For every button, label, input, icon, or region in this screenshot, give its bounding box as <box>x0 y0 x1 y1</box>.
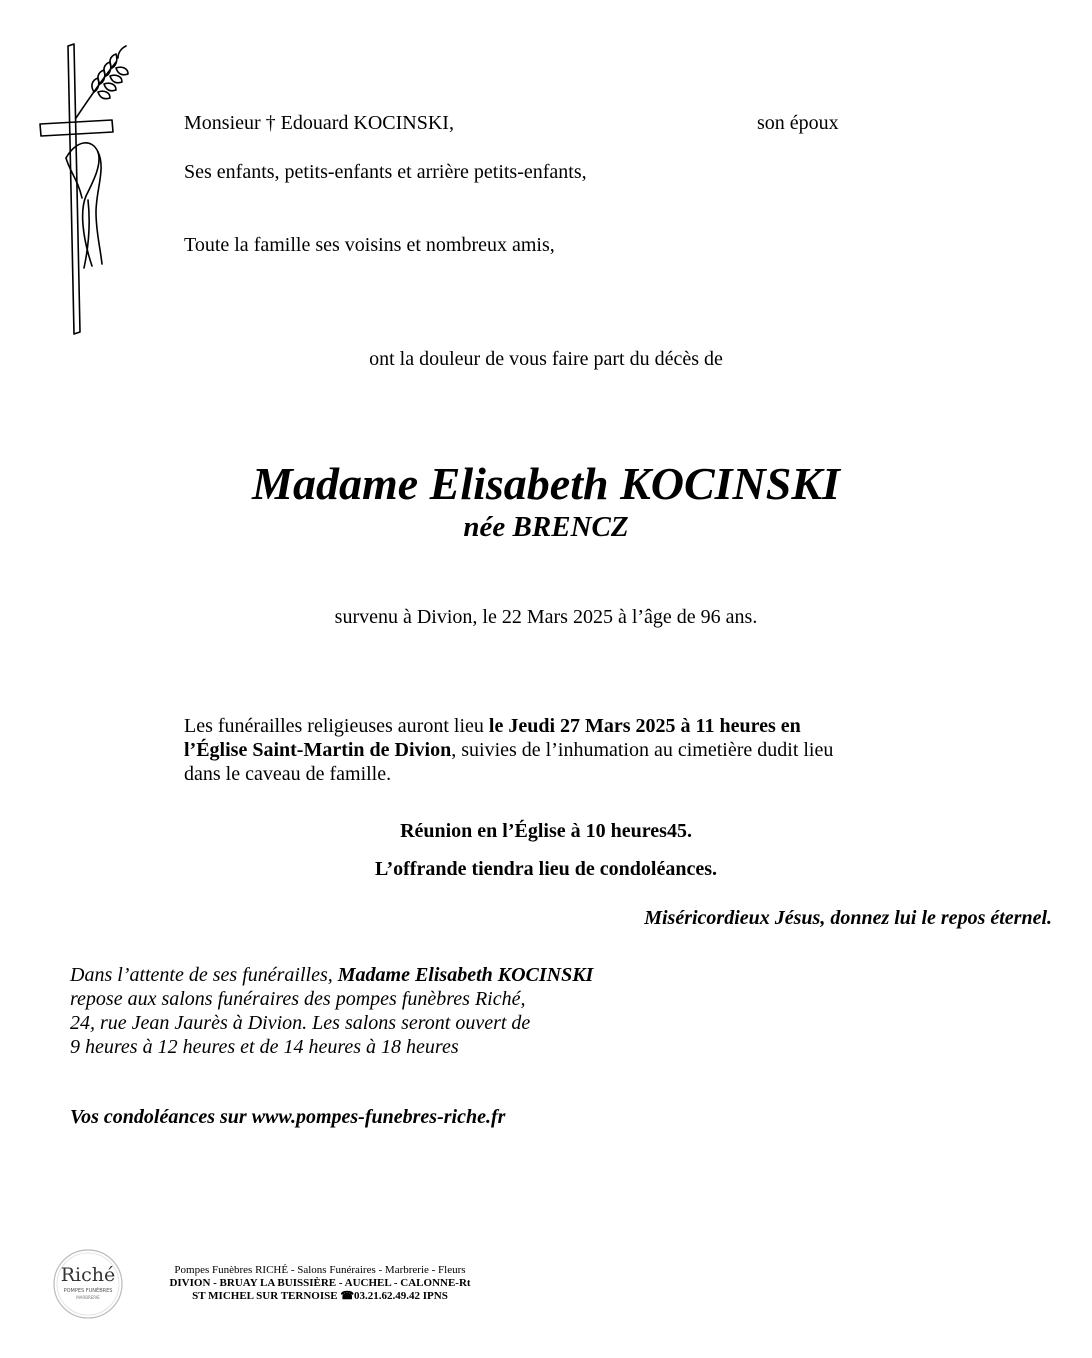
footer-location: ST MICHEL SUR TERNOISE <box>192 1290 338 1302</box>
viewing-name: Madame Elisabeth KOCINSKI <box>337 964 594 986</box>
condolences-link[interactable]: Vos condoléances sur www.pompes-funebres-riche.fr <box>70 1106 506 1128</box>
footer-line-1: Pompes Funèbres RICHÉ - Salons Funéraires - Marbrerie - Fleurs <box>174 1264 466 1276</box>
footer-phone: 03.21.62.49.42 IPNS <box>354 1290 448 1302</box>
footer-line-2: DIVION - BRUAY LA BUISSIÈRE - AUCHEL - CALONNE-Rt <box>169 1277 471 1289</box>
husband-line: Monsieur † Edouard KOCINSKI, <box>184 112 454 134</box>
footer-line-3 <box>140 1290 500 1303</box>
husband-relation: son époux <box>757 112 839 134</box>
viewing-line-2: repose aux salons funéraires des pompes funèbres Riché, <box>70 988 526 1010</box>
logo-name: Riché <box>60 1264 116 1286</box>
cross-wheat-icon <box>36 40 136 336</box>
funeral-intro: Les funérailles religieuses auront lieu <box>184 715 489 737</box>
funeral-paragraph <box>184 714 984 786</box>
viewing-line-3: 24, rue Jean Jaurès à Divion. Les salons seront ouvert de <box>70 1012 531 1034</box>
phone-icon: ☎ <box>340 1290 355 1302</box>
deceased-name: Madame Elisabeth KOCINSKI <box>252 458 840 509</box>
offering-line: L’offrande tiendra lieu de condoléances. <box>374 858 718 880</box>
funeral-line-3: dans le caveau de famille. <box>184 763 392 785</box>
viewing-prefix: Dans l’attente de ses funérailles, <box>70 964 338 986</box>
children-line: Ses enfants, petits-enfants et arrière petits-enfants, <box>184 161 587 183</box>
viewing-line-1 <box>70 963 770 987</box>
family-line: Toute la famille ses voisins et nombreux amis, <box>184 234 555 256</box>
funeral-burial: , suivies de l’inhumation au cimetière dudit lieu <box>451 739 834 761</box>
viewing-paragraph <box>70 963 770 1059</box>
funeral-line-2 <box>184 738 984 762</box>
announcement-intro: ont la douleur de vous faire part du décès de <box>369 348 723 370</box>
viewing-line-4: 9 heures à 12 heures et de 14 heures à 18 heures <box>70 1036 459 1058</box>
prayer-line: Miséricordieux Jésus, donnez lui le repos éternel. <box>644 907 1052 929</box>
riche-logo <box>52 1248 124 1320</box>
funeral-line-1 <box>184 714 984 738</box>
funeral-church: l’Église Saint-Martin de Divion <box>184 739 452 761</box>
death-details: survenu à Divion, le 22 Mars 2025 à l’âge de 96 ans. <box>334 606 758 628</box>
reunion-line: Réunion en l’Église à 10 heures45. <box>400 820 692 842</box>
logo-subtitle-2: MARBRERIE <box>76 1295 100 1300</box>
birth-name: née BRENCZ <box>463 511 629 543</box>
logo-subtitle: POMPES FUNÈBRES <box>63 1288 113 1294</box>
funeral-date: le Jeudi 27 Mars 2025 à 11 heures en <box>488 715 801 737</box>
